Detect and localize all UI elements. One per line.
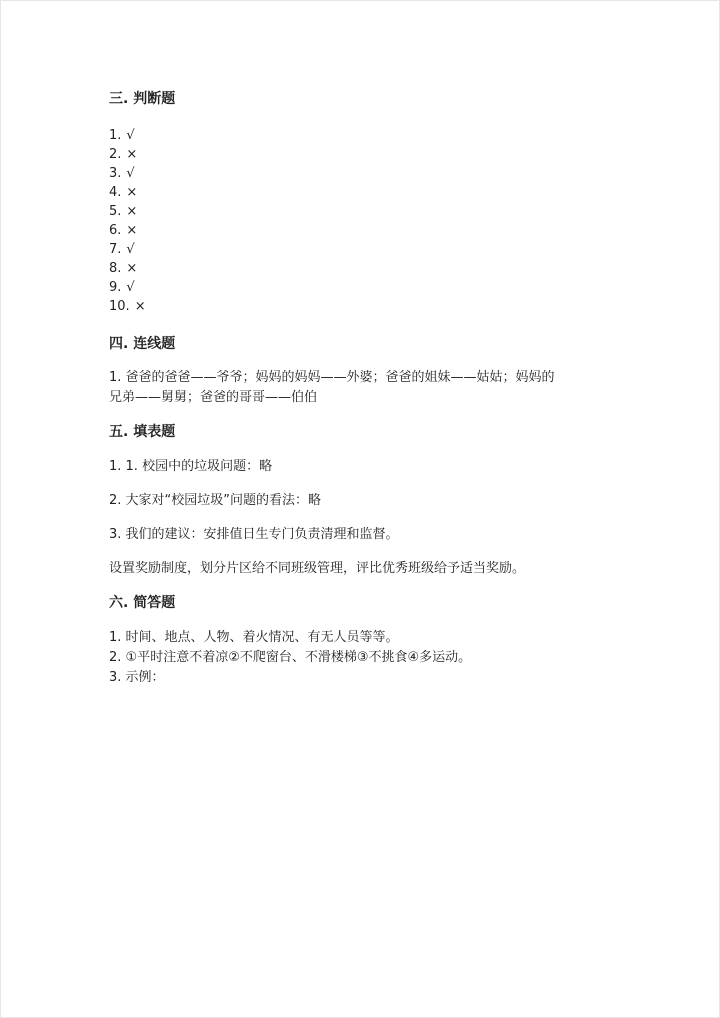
fill-answer-3: 3. 我们的建议：安排值日生专门负责清理和监督。 bbox=[109, 527, 399, 542]
cross-mark-icon: × bbox=[126, 204, 138, 219]
item-number: 7. bbox=[109, 242, 122, 257]
connect-answer-line-1: 1. 爸爸的爸爸——爷爷；妈妈的妈妈——外婆；爸爸的姐妹——姑姑；妈妈的 bbox=[109, 370, 555, 385]
check-mark-icon: √ bbox=[126, 242, 135, 257]
cross-mark-icon: × bbox=[126, 185, 138, 200]
item-number: 1. bbox=[109, 128, 122, 143]
item-number: 9. bbox=[109, 280, 122, 295]
item-number: 4. bbox=[109, 185, 122, 200]
judge-answer-item bbox=[109, 164, 629, 183]
judge-answer-item bbox=[109, 259, 629, 278]
cross-mark-icon: × bbox=[134, 299, 146, 314]
short-answer-2: 2. ①平时注意不着凉②不爬窗台、不滑楼梯③不挑食④多运动。 bbox=[109, 650, 472, 665]
fill-answer-1: 1. 1. 校园中的垃圾问题：略 bbox=[109, 459, 273, 474]
cross-mark-icon: × bbox=[126, 147, 138, 162]
check-mark-icon: √ bbox=[126, 280, 135, 295]
item-number: 5. bbox=[109, 204, 122, 219]
fill-answer-4: 设置奖励制度，划分片区给不同班级管理，评比优秀班级给予适当奖励。 bbox=[109, 561, 526, 576]
section-title-fill: 五. 填表题 bbox=[109, 424, 176, 440]
check-mark-icon: √ bbox=[126, 166, 135, 181]
judge-answer-item bbox=[109, 145, 629, 164]
judge-answer-item bbox=[109, 297, 629, 316]
section-title-judge: 三. 判断题 bbox=[109, 91, 176, 107]
connect-answer-line-2: 兄弟——舅舅；爸爸的哥哥——伯伯 bbox=[109, 390, 318, 405]
page-content bbox=[109, 89, 629, 688]
judge-answer-item bbox=[109, 183, 629, 202]
fill-answer-2: 2. 大家对“校园垃圾”问题的看法：略 bbox=[109, 493, 322, 508]
item-number: 10. bbox=[109, 299, 130, 314]
item-number: 3. bbox=[109, 166, 122, 181]
item-number: 2. bbox=[109, 147, 122, 162]
item-number: 6. bbox=[109, 223, 122, 238]
section-title-short: 六. 简答题 bbox=[109, 595, 176, 611]
short-answer-3: 3. 示例： bbox=[109, 670, 165, 685]
cross-mark-icon: × bbox=[126, 261, 138, 276]
judge-answer-item bbox=[109, 221, 629, 240]
judge-answer-item bbox=[109, 278, 629, 297]
section-title-connect: 四. 连线题 bbox=[109, 336, 176, 352]
judge-answer-list bbox=[109, 126, 629, 316]
judge-answer-item bbox=[109, 126, 629, 145]
short-answer-1: 1. 时间、地点、人物、着火情况、有无人员等等。 bbox=[109, 630, 399, 645]
check-mark-icon: √ bbox=[126, 128, 135, 143]
judge-answer-item bbox=[109, 202, 629, 221]
cross-mark-icon: × bbox=[126, 223, 138, 238]
judge-answer-item bbox=[109, 240, 629, 259]
item-number: 8. bbox=[109, 261, 122, 276]
